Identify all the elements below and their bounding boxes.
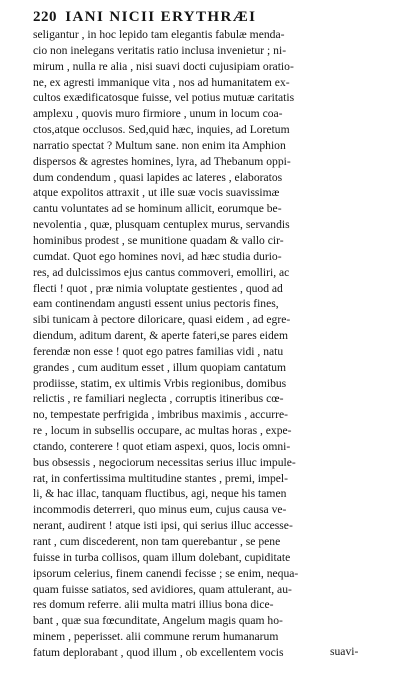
page-number: 220 bbox=[33, 9, 57, 25]
text-line: grandes , cum auditum esset , illum quopiam cantatum bbox=[33, 360, 287, 374]
text-line: diendum, aditum darent, & aperte fateri,se pares eidem bbox=[33, 329, 288, 343]
text-line: cio non inelegans veritatis ratio inclusa invenietur ; ni- bbox=[33, 43, 287, 57]
text-line: hominibus prodest , se munitione quadam & vallo cir- bbox=[33, 233, 284, 247]
text-line: res, ad dulcissimos ejus cantus commoveri, emolliri, ac bbox=[33, 265, 290, 279]
catchword: suavi- bbox=[330, 645, 359, 658]
text-line: ctos,atque occlusos. Sed,quid hæc, inquies, ad Loretum bbox=[33, 123, 290, 137]
text-line: li, & hac illac, tanquam fluctibus, agi, neque his tamen bbox=[33, 487, 287, 501]
text-line: rat, in confertissima multitudine stantes , premi, impel- bbox=[33, 471, 289, 485]
text-line: narratio spectat ? Multum sane. non enim ita Amphion bbox=[33, 138, 286, 152]
text-line: res domum referre. alii multa matri illius bona dice- bbox=[33, 598, 274, 612]
text-line: nerant, audirent ! atque isti ipsi, qui serius illuc accesse- bbox=[33, 519, 293, 533]
text-line: bant , quæ sua fœcunditate, Angelum magis quam ho- bbox=[33, 614, 283, 628]
text-line: fuisse in turba collisos, quam illum dolebant, cupiditate bbox=[33, 550, 291, 564]
text-line: ipsorum celerius, finem canendi fecisse ; se enim, nequa- bbox=[33, 566, 299, 580]
text-line: re , locum in subsellis occupare, ac multas horas , expe- bbox=[33, 424, 292, 438]
text-line: bus obsessis , negociorum necessitas serius illuc impule- bbox=[33, 455, 296, 469]
text-line: fatum deplorabant , quod illum , ob excellentem vocis bbox=[33, 645, 284, 659]
text-line: mirum , nulla re alia , nisi suavi docti cujusipiam oratio- bbox=[33, 59, 294, 73]
text-line: incommodis deterreri, quo minus eum, cujus causa ve- bbox=[33, 503, 287, 517]
text-line: relictis , re familiari neglecta , corruptis itineribus cœ- bbox=[33, 392, 284, 406]
text-line: ne, ex agresti immanique vita , nos ad humanitatem ex- bbox=[33, 75, 290, 89]
text-line: nevolentia , quæ, plusquam centuplex murus, servandis bbox=[33, 218, 290, 232]
text-line: no, tempestate perfrigida , imbribus maximis , accurre- bbox=[33, 408, 288, 422]
text-line: quam fuisse satiatos, sed avidiores, quam attulerant, au- bbox=[33, 582, 292, 596]
text-line: seligantur , in hoc lepido tam elegantis fabulæ menda- bbox=[33, 28, 285, 41]
body-text bbox=[33, 27, 373, 661]
text-line: ferendæ non esse ! quot ego patres familias vidi , natu bbox=[33, 344, 284, 358]
running-head bbox=[33, 6, 363, 28]
text-line: amplexu , quovis muro firmiore , unum in locum coa- bbox=[33, 107, 283, 121]
text-line: ctando, conterere ! quot etiam aspexi, quos, locis omni- bbox=[33, 439, 291, 453]
text-line: flecti ! quot , præ nimia voluptate gestientes , quod ad bbox=[33, 281, 283, 295]
text-line: sibi tunicam à pectore diloricare, quasi eidem , ad egre- bbox=[33, 313, 291, 327]
text-line: eam continendam angusti essent unius pectoris fines, bbox=[33, 297, 279, 311]
text-line: prodiisse, statim, ex ultimis Vrbis regionibus, domibus bbox=[33, 376, 287, 390]
text-line: atque expolitos attraxit , ut ille suæ vocis suavissimæ bbox=[33, 186, 280, 200]
text-line: dispersos & agrestes homines, lyra, ad Thebanum oppi- bbox=[33, 154, 291, 168]
running-title: IANI NICII ERYTHRÆI bbox=[65, 9, 257, 25]
text-line: cumdat. Quot ego homines novi, ad hæc studia durio- bbox=[33, 249, 282, 263]
text-line: dum condendum , quasi lapides ac lateres , elaboratos bbox=[33, 170, 283, 184]
text-line: minem , peperisset. alii commune rerum humanarum bbox=[33, 630, 279, 644]
text-line: cultos exædificatosque fuisse, vel potius mutuæ caritatis bbox=[33, 91, 295, 105]
text-line: rant , cum discederent, non tam querebantur , se pene bbox=[33, 535, 281, 548]
text-line: cantu voluntates ad se hominum allicit, eorumque be- bbox=[33, 202, 282, 216]
